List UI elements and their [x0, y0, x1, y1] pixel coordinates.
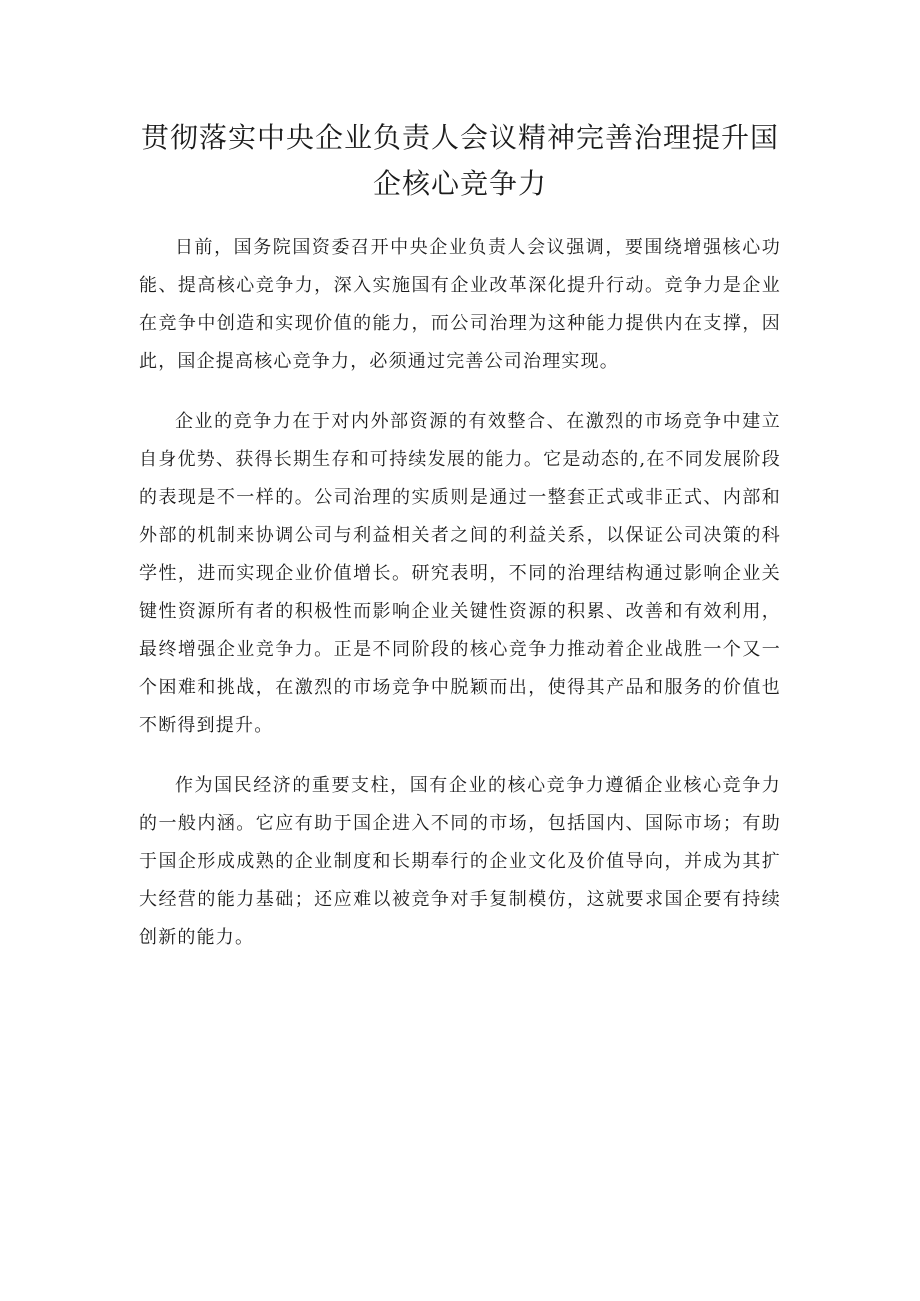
paragraph-3: 作为国民经济的重要支柱，国有企业的核心竞争力遵循企业核心竞争力的一般内涵。它应有助于国企进入不同的市场，包括国内、国际市场；有助于国企形成成熟的企业制度和长期奉行的企业文化及价值导向，并成为其扩大经营的能力基础；还应难以被竞争对手复制模仿，这就要求国企要有持续创新的能力。: [139, 775, 781, 948]
title-line-1: 贯彻落实中央企业负责人会议精神完善治理提升国: [140, 121, 779, 154]
paragraph-1: 日前，国务院国资委召开中央企业负责人会议强调，要围绕增强核心功能、提高核心竞争力，深入实施国有企业改革深化提升行动。竞争力是企业在竞争中创造和实现价值的能力，而公司治理为这种能力提供内在支撑，因此，国企提高核心竞争力，必须通过完善公司治理实现。: [139, 237, 781, 372]
article-body: [139, 229, 781, 957]
document-page: [139, 115, 781, 979]
document-title: [139, 115, 781, 207]
paragraph-2: 企业的竞争力在于对内外部资源的有效整合、在激烈的市场竞争中建立自身优势、获得长期生存和可持续发展的能力。它是动态的,在不同发展阶段的表现是不一样的。公司治理的实质则是通过一整套正式或非正式、内部和外部的机制来协调公司与利益相关者之间的利益关系，以保证公司决策的科学性，进而实现企业价值增长。研究表明，不同的治理结构通过影响企业关键性资源所有者的积极性而影响企业关键性资源的积累、改善和有效利用，最终增强企业竞争力。正是不同阶段的核心竞争力推动着企业战胜一个又一个困难和挑战，在激烈的市场竞争中脱颖而出，使得其产品和服务的价值也不断得到提升。: [139, 411, 781, 736]
title-line-2: 企核心竞争力: [372, 167, 547, 200]
